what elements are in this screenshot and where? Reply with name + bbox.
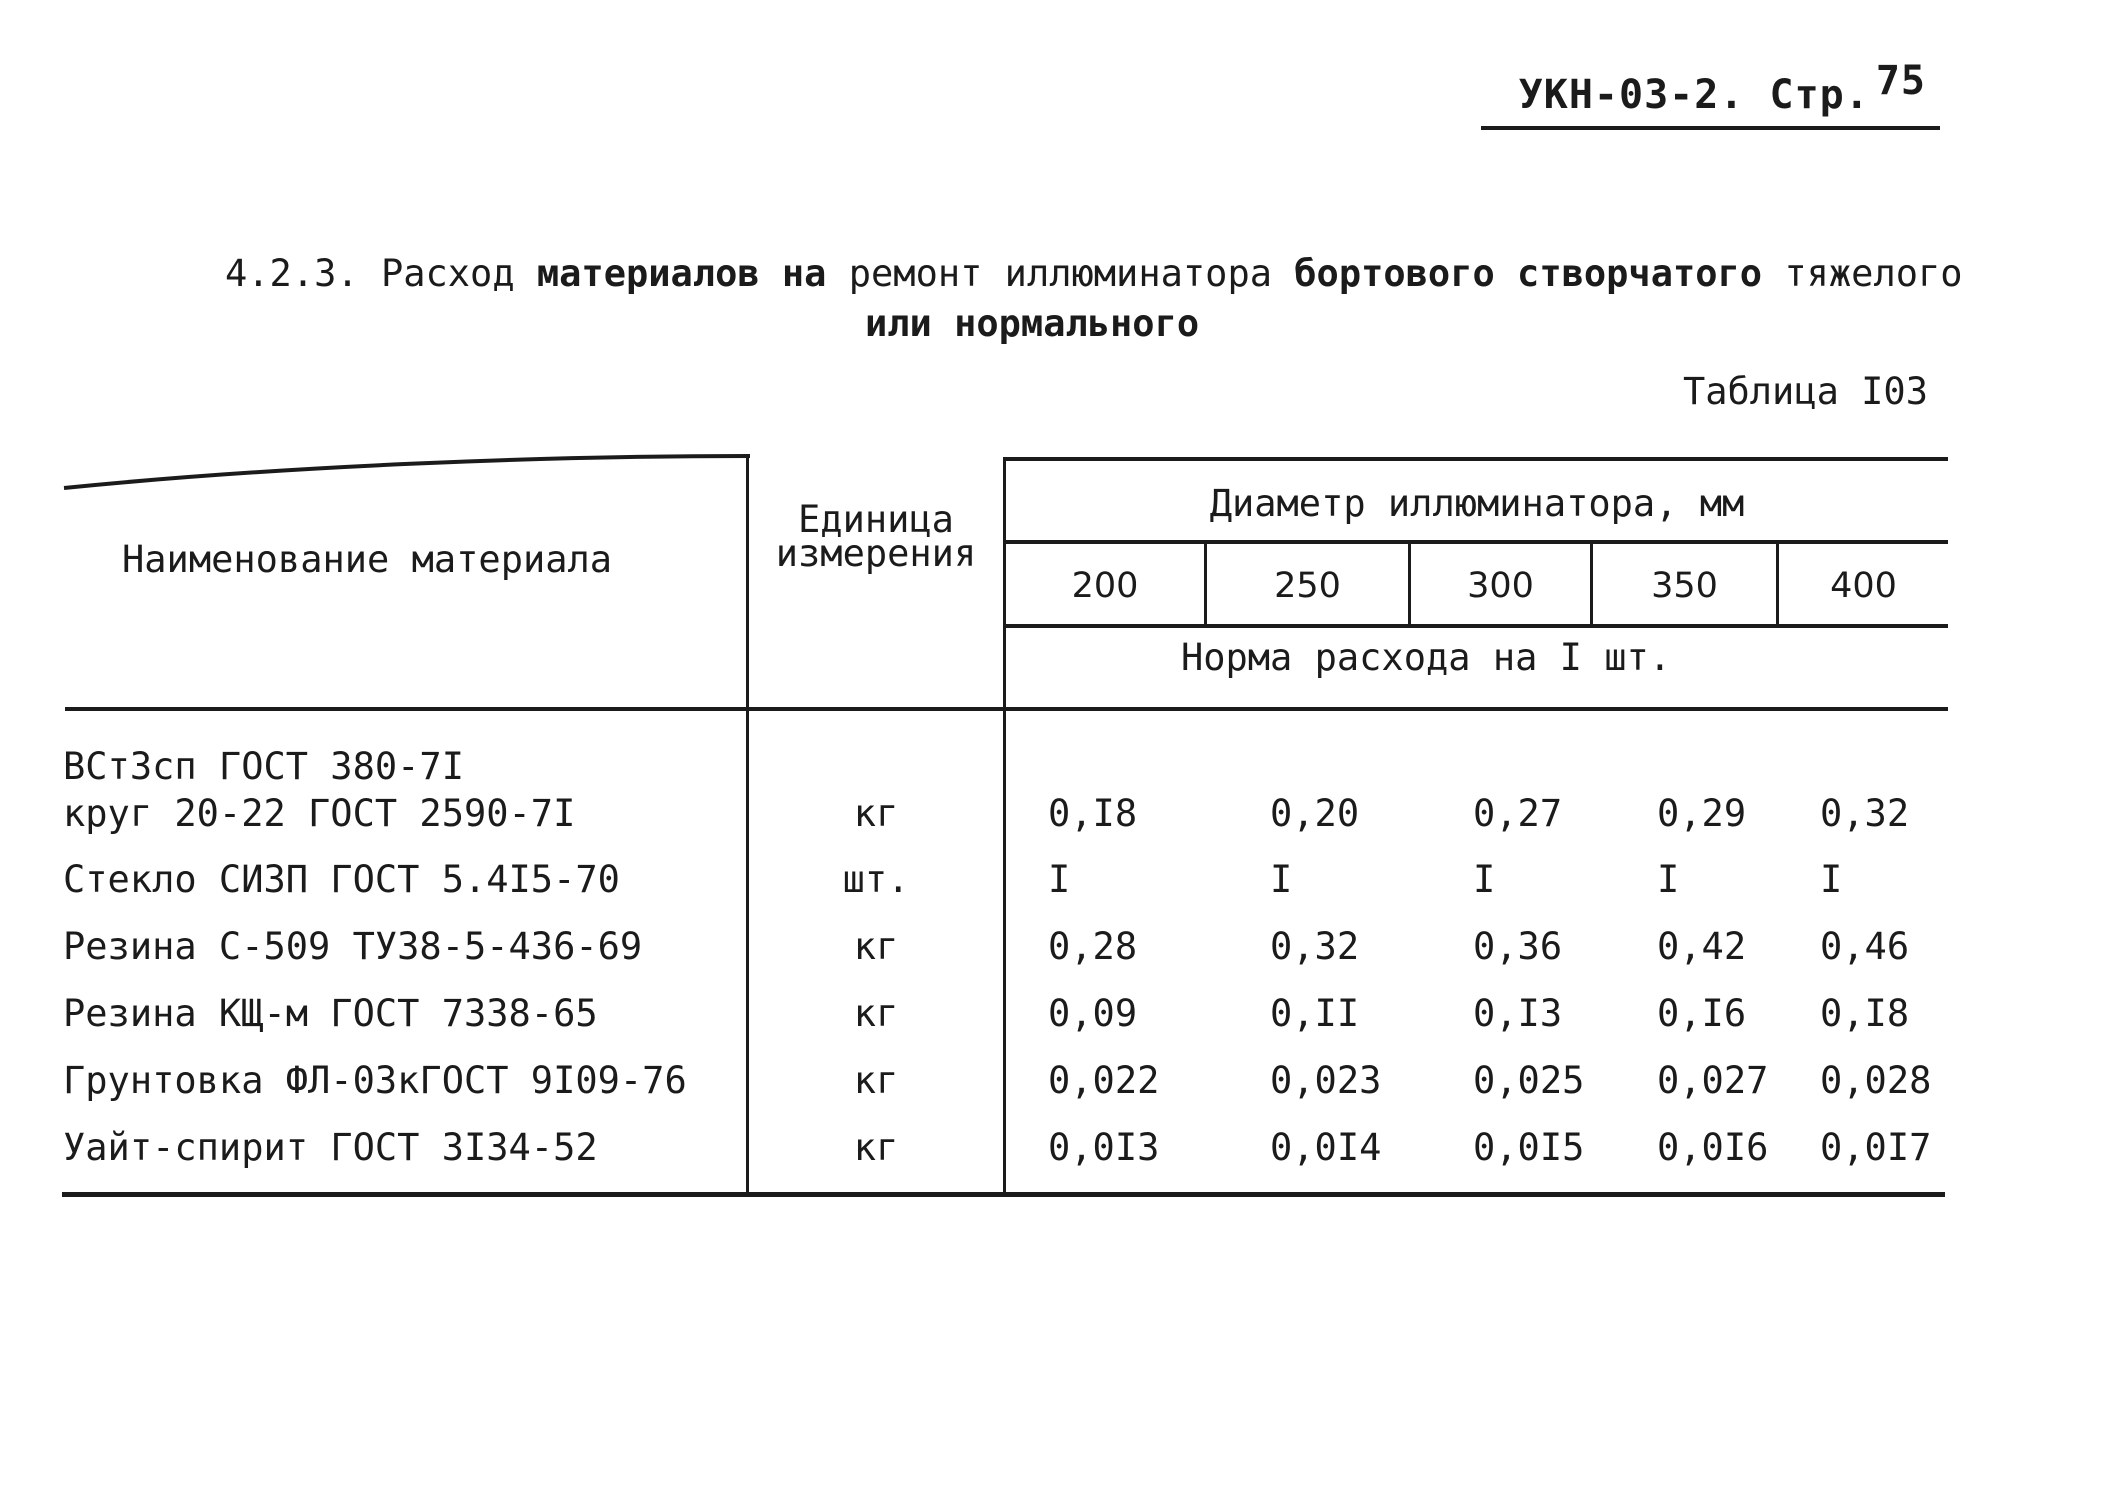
diameter-header-rule — [1005, 540, 1948, 544]
norm-header: Норма расхода на I шт. — [1180, 636, 1672, 679]
col-header-unit-line1: Единица — [798, 498, 954, 541]
title-part-3: ремонт иллюминатора — [848, 252, 1272, 295]
header-bottom-rule — [65, 707, 1948, 711]
value-400: 0,0I7 — [1820, 1126, 1932, 1169]
value-350: 0,42 — [1657, 925, 1747, 968]
unit-cell: кг — [853, 925, 899, 968]
value-200: 0,022 — [1048, 1059, 1160, 1102]
title-part-5: тяжелого — [1784, 252, 1963, 295]
value-350: 0,027 — [1657, 1059, 1769, 1102]
diameter-values-rule — [1005, 624, 1948, 628]
value-350: I — [1657, 858, 1680, 901]
page-header — [1481, 58, 1940, 130]
value-400: 0,32 — [1820, 792, 1910, 835]
col-header-name: Наименование материала — [122, 538, 613, 581]
unit-cell: шт. — [842, 858, 910, 901]
value-300: 0,025 — [1473, 1059, 1585, 1102]
material-name: Грунтовка ФЛ-03кГОСТ 9I09-76 — [63, 1059, 687, 1102]
material-name: Резина КЩ-м ГОСТ 7338-65 — [63, 992, 598, 1035]
material-name: Стекло СИЗП ГОСТ 5.4I5-70 — [63, 858, 620, 901]
value-250: 0,20 — [1270, 792, 1360, 835]
value-250: I — [1270, 858, 1293, 901]
diameter-350: 350 — [1651, 566, 1718, 606]
document-code: УКН-03-2. Стр. — [1518, 72, 1870, 118]
value-350: 0,I6 — [1657, 992, 1747, 1035]
diameter-400: 400 — [1830, 566, 1897, 606]
section-title — [225, 252, 1963, 295]
value-400: I — [1820, 858, 1843, 901]
unit-cell: кг — [853, 792, 899, 835]
material-name: Резина С-509 ТУ38-5-436-69 — [63, 925, 643, 968]
material-name: ВСт3сп ГОСТ 380-7I — [63, 745, 464, 788]
col-header-diameter: Диаметр иллюминатора, мм — [1209, 482, 1745, 525]
value-400: 0,028 — [1820, 1059, 1932, 1102]
value-300: I — [1473, 858, 1496, 901]
diameter-200: 200 — [1071, 566, 1139, 606]
value-350: 0,0I6 — [1657, 1126, 1769, 1169]
table-top-rule-left — [62, 452, 752, 494]
material-name: Уайт-спирит ГОСТ 3I34-52 — [63, 1126, 598, 1169]
value-200: 0,I8 — [1048, 792, 1138, 835]
value-250: 0,0I4 — [1270, 1126, 1382, 1169]
value-250: 0,32 — [1270, 925, 1360, 968]
value-400: 0,46 — [1820, 925, 1910, 968]
section-title-line2: или нормального — [865, 302, 1200, 345]
value-300: 0,27 — [1473, 792, 1563, 835]
value-200: 0,0I3 — [1048, 1126, 1160, 1169]
title-part-1: Расход — [380, 252, 515, 295]
value-200: 0,28 — [1048, 925, 1138, 968]
diameter-300: 300 — [1467, 566, 1534, 606]
title-part-4: бортового створчатого — [1294, 252, 1763, 295]
value-200: 0,09 — [1048, 992, 1138, 1035]
page-number: 75 — [1875, 58, 1926, 104]
section-number: 4.2.3. — [225, 252, 359, 295]
value-400: 0,I8 — [1820, 992, 1910, 1035]
unit-cell: кг — [853, 1126, 899, 1169]
value-200: I — [1048, 858, 1071, 901]
value-300: 0,0I5 — [1473, 1126, 1585, 1169]
table-top-rule — [1005, 457, 1948, 461]
table-number: Таблица I03 — [1682, 370, 1928, 413]
material-name-line2: круг 20-22 ГОСТ 2590-7I — [63, 792, 576, 835]
title-part-2: материалов на — [536, 252, 827, 295]
value-300: 0,36 — [1473, 925, 1563, 968]
value-250: 0,023 — [1270, 1059, 1382, 1102]
value-300: 0,I3 — [1473, 992, 1563, 1035]
value-350: 0,29 — [1657, 792, 1747, 835]
diameter-250: 250 — [1274, 566, 1341, 606]
col-header-unit-line2: измерения — [775, 532, 977, 575]
unit-cell: кг — [853, 1059, 899, 1102]
unit-cell: кг — [853, 992, 899, 1035]
value-250: 0,II — [1270, 992, 1360, 1035]
